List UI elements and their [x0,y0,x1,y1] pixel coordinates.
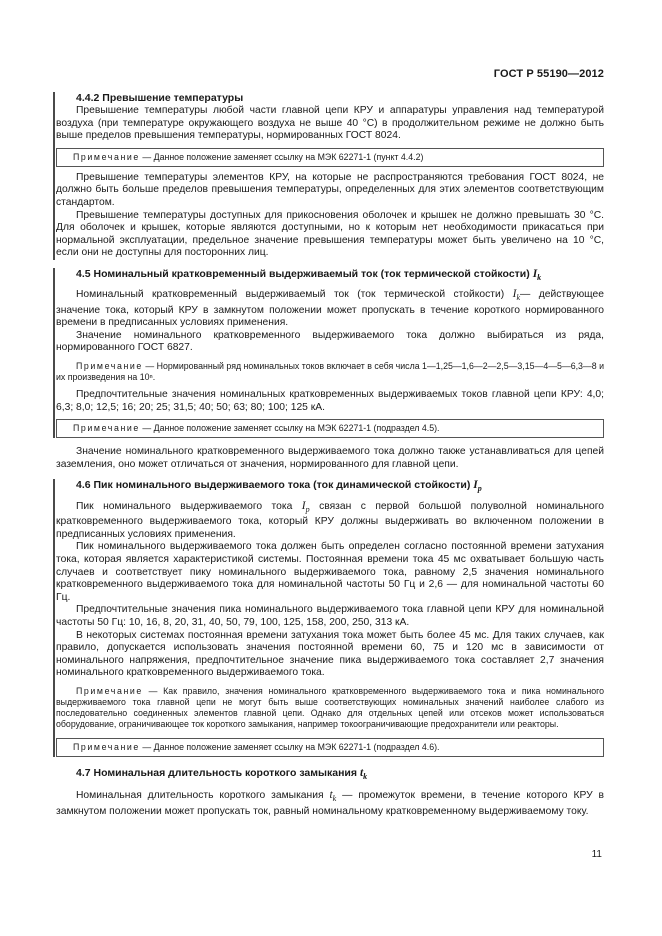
note-text: — Данное положение заменяет ссылку на МЭК 62271-1 (пункт 4.4.2) [139,151,424,162]
note-text: — Как правило, значения номинального кратковременного выдерживаемого тока и пика номинального выдерживаемого тока главной цепи не могут быть выше соответствующих номинальных значений наиболее слабого из последовательно соединенных элементов главной цепи. Однако для отдельных цепей или отсеков может использоваться оборудование, ограничивающее ток короткого замыкания, например токоограничивающие предохранители или реакторы. [56,685,604,729]
text: — действующее значение тока, который КРУ в замкнутом положении может пропускать в течение короткого нормированного времени в предписанных условиях применения. [56,289,604,329]
note-text: — Данное положение заменяет ссылку на МЭК 62271-1 (подраздел 4.5). [139,423,440,434]
section-heading-4-7 [56,767,604,783]
standard-header: ГОСТ Р 55190—2012 [493,68,604,80]
paragraph: Превышение температуры доступных для прикосновения оболочек и крышек не должно превышать 30 °С. Для оболочек и крышек, которые являются доступными, но к которым нет необходимости прикасаться при нормальной эксплуатации, предельное значение превышения температуры может быть увеличено на 10 °С, если они не доступны для посторонних лиц. [56,209,604,259]
section-4-6 [56,479,604,756]
paragraph [56,789,604,818]
note [56,361,604,383]
symbol: t [359,766,364,779]
paragraph: Превышение температуры любой части главной цепи КРУ и аппаратуры управления над температурой воздуха (при температуре окружающего воздуха не выше 40 °С) в продолжительном режиме не должно быть выше пределов превышения температуры, нормированных ГОСТ 8024. [56,105,604,142]
text: Пик номинального выдерживаемого тока [76,500,302,512]
note [56,686,604,730]
section-4-5 [56,268,604,438]
text: Номинальная длительность короткого замыкания [76,789,330,801]
symbol-subscript: k [537,273,542,283]
section-heading-4-6 [56,479,604,495]
symbol-subscript: p [477,484,482,494]
note-box [56,419,604,438]
note-box [56,738,604,757]
symbol-subscript: k [363,771,368,781]
symbol: I [473,479,478,492]
paragraph: Значение номинального кратковременного выдерживаемого тока должно выбираться из ряда, нормированного ГОСТ 6827. [56,329,604,354]
note-label: Примечание [73,423,140,434]
section-heading-4-4-2: 4.4.2 Превышение температуры [76,92,244,104]
paragraph [56,500,604,542]
note-label: Примечание [76,685,143,696]
section-heading-4-5 [56,268,604,284]
paragraph: Значение номинального кратковременного выдерживаемого тока должно также устанавливаться для цепей заземления, оно может отличаться от значения, нормированного для главной цепи. [56,446,604,470]
symbol-subscript: p [305,504,310,514]
paragraph: Пик номинального выдерживаемого тока должен быть определен согласно постоянной времени затухания тока, которая является характеристикой системы. Постоянная времени тока 45 мс охватывает большую часть случаев и соответствует пику номинального выдерживаемого тока, равному 2,5 значения номинального кратковременного выдерживаемого тока для номинальной частоты 50 Гц и 2,6 — для номинальной частоты 60 Гц. [56,541,604,603]
note-label: Примечание [73,741,140,752]
heading-text: 4.5 Номинальный кратковременный выдерживаемый ток (ток термической стойкости) [76,267,530,280]
text: Номинальный кратковременный выдерживаемый ток (ток термической стойкости) [76,289,513,301]
paragraph: Предпочтительные значения пика номинального выдерживаемого тока главной цепи КРУ для номинальной частоты 50 Гц: 10, 16, 8, 20, 31, 40, 50, 79, 100, 125, 158, 200, 250, 313 кА. [56,604,604,628]
symbol-subscript: k [516,293,520,303]
paragraph: Превышение температуры элементов КРУ, на которые не распространяются требования ГОСТ 8024, не должно быть больше пределов превышения температуры, определенных для этих элементов соответствующим стандартом. [56,171,604,208]
heading-text: 4.6 Пик номинального выдерживаемого тока (ток динамической стойкости) [76,479,471,492]
text: связан с первой большой полуволной номинального кратковременного выдерживаемого тока, который КРУ должны выдерживать во включенном положении в предписанных условиях применения. [56,500,604,540]
page-content [56,92,604,818]
symbol: I [512,288,517,301]
note-label: Примечание [76,361,143,372]
symbol: I [532,267,538,280]
paragraph: В некоторых системах постоянная времени затухания тока может быть более 45 мс. Для таких случаев, как правило, допускается использовать значения постоянной времени 60, 75 и 120 мс в зависимости от номинального напряжения, предпочтительное значение пика выдерживаемого тока составляет 2,7 значения номинального кратковременного выдерживаемого тока. [56,629,604,679]
heading-text: 4.7 Номинальная длительность короткого замыкания [76,766,358,779]
page-number: 11 [591,849,602,860]
section-4-4-2 [56,92,604,260]
symbol: I [301,499,306,512]
note-label: Примечание [73,151,140,162]
text: — промежуток времени, в течение которого КРУ в замкнутом положении может пропускать ток, равный номинальному кратковременному выдерживаемому току. [56,789,604,817]
symbol: t [329,788,333,801]
note-box [56,148,604,167]
paragraph [56,288,604,330]
paragraph: Предпочтительные значения номинальных кратковременных выдерживаемых токов главной цепи КРУ: 4,0; 6,3; 8,0; 12,5; 16; 20; 25; 31,5; 40; 50; 63; 80; 100; 125 кА. [56,389,604,413]
note-text: — Нормированный ряд номинальных токов включает в себя числа 1—1,25—1,6—2—2,5—3,15—4—5—6,3—8 и их произведения на 10ⁿ. [56,361,604,383]
note-text: — Данное положение заменяет ссылку на МЭК 62271-1 (подраздел 4.6). [139,741,440,752]
symbol-subscript: k [332,794,337,804]
